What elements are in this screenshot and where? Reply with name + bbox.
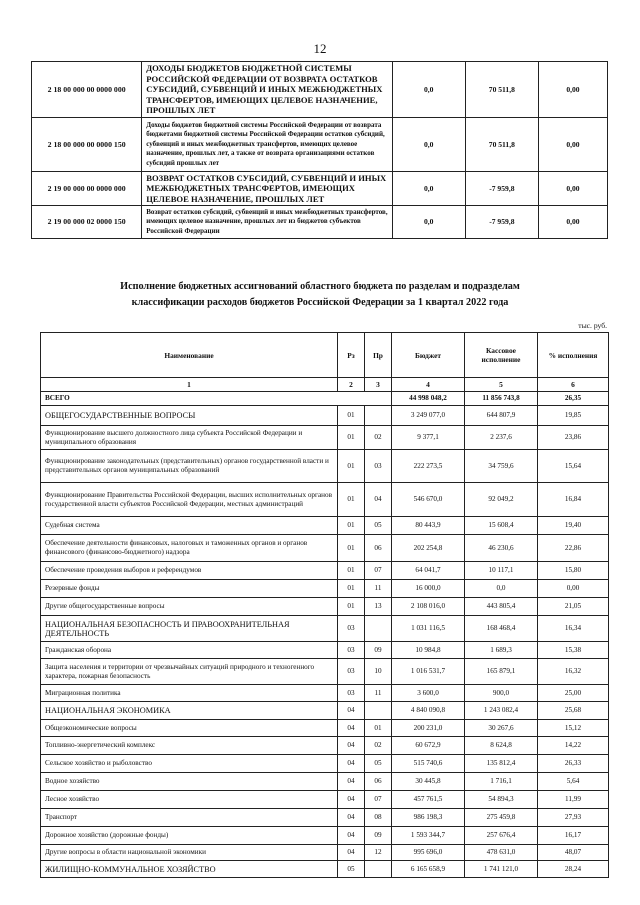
row-name: Лесное хозяйство [41, 791, 338, 809]
row-executed: 30 267,6 [465, 720, 538, 737]
units-label: тыс. руб. [578, 321, 607, 330]
row-percent: 22,86 [538, 535, 609, 562]
table-row [41, 861, 609, 878]
row-rz: 04 [338, 702, 365, 720]
row-budget: 9 377,1 [392, 426, 465, 450]
row-rz: 04 [338, 845, 365, 861]
row-budget: 546 670,0 [392, 483, 465, 517]
row-name: Функционирование законодательных (представительных) органов государственной власти и представительных органов муниципальных образований [41, 450, 338, 483]
budget-value: 0,0 [392, 206, 465, 239]
header-rz: Рз [338, 333, 365, 378]
row-pr: 03 [365, 450, 392, 483]
row-executed: 275 459,8 [465, 809, 538, 827]
row-executed: 900,0 [465, 685, 538, 702]
table-row [41, 450, 609, 483]
row-percent: 15,64 [538, 450, 609, 483]
row-rz: 04 [338, 720, 365, 737]
row-budget: 515 740,6 [392, 755, 465, 773]
section-title-line-1: Исполнение бюджетных ассигнований областного бюджета по разделам и подразделам [120, 281, 520, 292]
row-name: Транспорт [41, 809, 338, 827]
col-num: 5 [465, 378, 538, 392]
total-budget: 44 998 048,2 [392, 392, 465, 406]
table-row [41, 809, 609, 827]
row-budget: 16 000,0 [392, 580, 465, 598]
row-pr [365, 702, 392, 720]
row-executed: 10 117,1 [465, 562, 538, 580]
row-pr: 09 [365, 827, 392, 845]
row-percent: 15,38 [538, 642, 609, 659]
row-name: Судебная система [41, 517, 338, 535]
expenditure-table [40, 332, 609, 878]
row-budget: 4 840 090,8 [392, 702, 465, 720]
row-name: Резервные фонды [41, 580, 338, 598]
row-pr: 04 [365, 483, 392, 517]
header-executed: Кассовое исполнение [465, 333, 538, 378]
row-rz: 04 [338, 773, 365, 791]
row-rz: 03 [338, 616, 365, 642]
table-row [41, 642, 609, 659]
income-row [32, 62, 608, 118]
row-percent: 5,64 [538, 773, 609, 791]
budget-code: 2 18 00 000 00 0000 150 [32, 118, 142, 172]
row-rz: 01 [338, 450, 365, 483]
row-budget: 200 231,0 [392, 720, 465, 737]
row-rz: 01 [338, 406, 365, 426]
row-pr: 10 [365, 659, 392, 685]
row-executed: 165 879,1 [465, 659, 538, 685]
row-rz: 01 [338, 580, 365, 598]
header-pr: Пр [365, 333, 392, 378]
row-name: НАЦИОНАЛЬНАЯ ЭКОНОМИКА [41, 702, 338, 720]
row-pr: 06 [365, 773, 392, 791]
budget-value: 0,0 [392, 172, 465, 206]
row-executed: 478 631,0 [465, 845, 538, 861]
percent-value: 0,00 [538, 118, 607, 172]
row-budget: 986 198,3 [392, 809, 465, 827]
header-percent: % исполнения [538, 333, 609, 378]
row-percent: 48,07 [538, 845, 609, 861]
column-number-row [41, 378, 609, 392]
row-name: Защита населения и территории от чрезвычайных ситуаций природного и техногенного характера, пожарная безопасность [41, 659, 338, 685]
row-executed: 54 894,3 [465, 791, 538, 809]
percent-value: 0,00 [538, 62, 607, 118]
row-rz: 01 [338, 562, 365, 580]
row-executed: 1 689,3 [465, 642, 538, 659]
row-percent: 28,24 [538, 861, 609, 878]
table-row [41, 773, 609, 791]
col-num: 6 [538, 378, 609, 392]
page-number: 12 [313, 41, 327, 56]
row-budget: 80 443,9 [392, 517, 465, 535]
row-name: НАЦИОНАЛЬНАЯ БЕЗОПАСНОСТЬ И ПРАВООХРАНИТЕЛЬНАЯ ДЕЯТЕЛЬНОСТЬ [41, 616, 338, 642]
row-rz: 03 [338, 659, 365, 685]
row-name: Функционирование высшего должностного лица субъекта Российской Федерации и муниципального образования [41, 426, 338, 450]
row-percent: 27,93 [538, 809, 609, 827]
income-name: Возврат остатков субсидий, субвенций и иных межбюджетных трансфертов, имеющих целевое назначение, прошлых лет из бюджетов субъектов Российской Федерации [142, 206, 392, 239]
row-pr: 05 [365, 517, 392, 535]
row-pr: 11 [365, 685, 392, 702]
row-executed: 92 049,2 [465, 483, 538, 517]
row-rz: 01 [338, 483, 365, 517]
table-row [41, 791, 609, 809]
table-row [41, 562, 609, 580]
executed-value: 70 511,8 [465, 62, 538, 118]
row-budget: 457 761,5 [392, 791, 465, 809]
row-pr: 01 [365, 720, 392, 737]
row-budget: 995 696,0 [392, 845, 465, 861]
row-executed: 34 759,6 [465, 450, 538, 483]
row-executed: 644 807,9 [465, 406, 538, 426]
row-executed: 8 624,8 [465, 737, 538, 755]
total-label: ВСЕГО [41, 392, 392, 406]
row-percent: 21,05 [538, 598, 609, 616]
row-rz: 05 [338, 861, 365, 878]
table-row [41, 580, 609, 598]
row-pr [365, 616, 392, 642]
row-percent: 19,85 [538, 406, 609, 426]
row-percent: 15,80 [538, 562, 609, 580]
income-name: ДОХОДЫ БЮДЖЕТОВ БЮДЖЕТНОЙ СИСТЕМЫ РОССИЙСКОЙ ФЕДЕРАЦИИ ОТ ВОЗВРАТА ОСТАТКОВ СУБСИДИЙ, СУБВЕНЦИЙ И ИНЫХ МЕЖБЮДЖЕТНЫХ ТРАНСФЕРТОВ, ИМЕЮЩИХ ЦЕЛЕВОЕ НАЗНАЧЕНИЕ, ПРОШЛЫХ ЛЕТ [142, 62, 392, 118]
budget-code: 2 18 00 000 00 0000 000 [32, 62, 142, 118]
row-name: Другие общегосударственные вопросы [41, 598, 338, 616]
section-title-line-2: классификации расходов бюджетов Российской Федерации за 1 квартал 2022 года [131, 297, 509, 308]
row-budget: 2 108 016,0 [392, 598, 465, 616]
row-rz: 04 [338, 827, 365, 845]
row-percent: 0,00 [538, 580, 609, 598]
total-percent: 26,35 [538, 392, 609, 406]
row-name: Сельское хозяйство и рыболовство [41, 755, 338, 773]
row-name: Функционирование Правительства Российской Федерации, высших исполнительных органов государственной власти субъектов Российской Федерации, местных администраций [41, 483, 338, 517]
row-budget: 64 041,7 [392, 562, 465, 580]
row-name: ЖИЛИЩНО-КОММУНАЛЬНОЕ ХОЗЯЙСТВО [41, 861, 338, 878]
table-row [41, 755, 609, 773]
row-executed: 0,0 [465, 580, 538, 598]
table-row [41, 827, 609, 845]
table-row [41, 685, 609, 702]
table-row [41, 598, 609, 616]
row-name: ОБЩЕГОСУДАРСТВЕННЫЕ ВОПРОСЫ [41, 406, 338, 426]
percent-value: 0,00 [538, 206, 607, 239]
row-percent: 16,84 [538, 483, 609, 517]
col-num: 2 [338, 378, 365, 392]
row-pr: 13 [365, 598, 392, 616]
row-percent: 16,32 [538, 659, 609, 685]
total-executed: 11 856 743,8 [465, 392, 538, 406]
row-percent: 23,86 [538, 426, 609, 450]
row-pr: 02 [365, 737, 392, 755]
row-budget: 1 016 531,7 [392, 659, 465, 685]
budget-value: 0,0 [392, 62, 465, 118]
row-executed: 1 716,1 [465, 773, 538, 791]
table-row [41, 426, 609, 450]
budget-value: 0,0 [392, 118, 465, 172]
income-name: ВОЗВРАТ ОСТАТКОВ СУБСИДИЙ, СУБВЕНЦИЙ И ИНЫХ МЕЖБЮДЖЕТНЫХ ТРАНСФЕРТОВ, ИМЕЮЩИХ ЦЕЛЕВОЕ НАЗНАЧЕНИЕ, ПРОШЛЫХ ЛЕТ [142, 172, 392, 206]
row-rz: 01 [338, 535, 365, 562]
row-pr: 09 [365, 642, 392, 659]
income-returns-table [31, 61, 608, 239]
row-executed: 135 812,4 [465, 755, 538, 773]
row-executed: 2 237,6 [465, 426, 538, 450]
col-num: 1 [41, 378, 338, 392]
row-percent: 25,68 [538, 702, 609, 720]
row-executed: 1 741 121,0 [465, 861, 538, 878]
row-budget: 3 249 077,0 [392, 406, 465, 426]
row-pr: 07 [365, 562, 392, 580]
header-row [41, 333, 609, 378]
row-rz: 04 [338, 809, 365, 827]
executed-value: -7 959,8 [465, 172, 538, 206]
row-percent: 16,17 [538, 827, 609, 845]
row-pr [365, 406, 392, 426]
row-budget: 202 254,8 [392, 535, 465, 562]
table-row [41, 406, 609, 426]
row-rz: 03 [338, 685, 365, 702]
table-row [41, 737, 609, 755]
row-pr: 02 [365, 426, 392, 450]
row-executed: 15 608,4 [465, 517, 538, 535]
row-name: Обеспечение проведения выборов и референдумов [41, 562, 338, 580]
row-budget: 222 273,5 [392, 450, 465, 483]
table-row [41, 845, 609, 861]
row-budget: 6 165 658,9 [392, 861, 465, 878]
row-pr: 11 [365, 580, 392, 598]
executed-value: 70 511,8 [465, 118, 538, 172]
table-row [41, 517, 609, 535]
budget-code: 2 19 00 000 00 0000 000 [32, 172, 142, 206]
row-name: Другие вопросы в области национальной экономики [41, 845, 338, 861]
row-rz: 04 [338, 791, 365, 809]
col-num: 3 [365, 378, 392, 392]
row-executed: 168 468,4 [465, 616, 538, 642]
row-percent: 15,12 [538, 720, 609, 737]
row-percent: 16,34 [538, 616, 609, 642]
row-pr: 08 [365, 809, 392, 827]
table-row [41, 483, 609, 517]
row-pr: 05 [365, 755, 392, 773]
income-name: Доходы бюджетов бюджетной системы Российской Федерации от возврата бюджетами бюджетной системы Российской Федерации остатков субсидий, субвенций и иных межбюджетных трансфертов, имеющих целевое назначение, прошлых лет, а также от возврата организациями остатков субсидий прошлых лет [142, 118, 392, 172]
row-budget: 60 672,9 [392, 737, 465, 755]
row-budget: 1 031 116,5 [392, 616, 465, 642]
header-name: Наименование [41, 333, 338, 378]
row-pr [365, 861, 392, 878]
row-pr: 12 [365, 845, 392, 861]
table-row [41, 659, 609, 685]
row-rz: 01 [338, 426, 365, 450]
row-name: Миграционная политика [41, 685, 338, 702]
row-budget: 3 600,0 [392, 685, 465, 702]
income-row [32, 118, 608, 172]
row-rz: 04 [338, 737, 365, 755]
row-name: Обеспечение деятельности финансовых, налоговых и таможенных органов и органов финансового (финансово-бюджетного) надзора [41, 535, 338, 562]
row-rz: 01 [338, 598, 365, 616]
row-name: Водное хозяйство [41, 773, 338, 791]
row-percent: 14,22 [538, 737, 609, 755]
row-pr: 07 [365, 791, 392, 809]
budget-code: 2 19 00 000 02 0000 150 [32, 206, 142, 239]
row-pr: 06 [365, 535, 392, 562]
income-row [32, 206, 608, 239]
row-budget: 1 593 344,7 [392, 827, 465, 845]
row-executed: 443 805,4 [465, 598, 538, 616]
section-title [0, 279, 640, 311]
row-budget: 10 984,8 [392, 642, 465, 659]
table-row [41, 616, 609, 642]
row-rz: 03 [338, 642, 365, 659]
executed-value: -7 959,8 [465, 206, 538, 239]
row-rz: 04 [338, 755, 365, 773]
row-name: Общеэкономические вопросы [41, 720, 338, 737]
row-percent: 26,33 [538, 755, 609, 773]
row-percent: 25,00 [538, 685, 609, 702]
row-executed: 46 230,6 [465, 535, 538, 562]
row-name: Дорожное хозяйство (дорожные фонды) [41, 827, 338, 845]
percent-value: 0,00 [538, 172, 607, 206]
row-name: Гражданская оборона [41, 642, 338, 659]
table-row [41, 535, 609, 562]
row-percent: 11,99 [538, 791, 609, 809]
row-executed: 257 676,4 [465, 827, 538, 845]
row-name: Топливно-энергетический комплекс [41, 737, 338, 755]
table-row [41, 702, 609, 720]
table-row [41, 720, 609, 737]
row-budget: 30 445,8 [392, 773, 465, 791]
row-executed: 1 243 082,4 [465, 702, 538, 720]
total-row [41, 392, 609, 406]
header-budget: Бюджет [392, 333, 465, 378]
row-percent: 19,40 [538, 517, 609, 535]
income-row [32, 172, 608, 206]
row-rz: 01 [338, 517, 365, 535]
col-num: 4 [392, 378, 465, 392]
